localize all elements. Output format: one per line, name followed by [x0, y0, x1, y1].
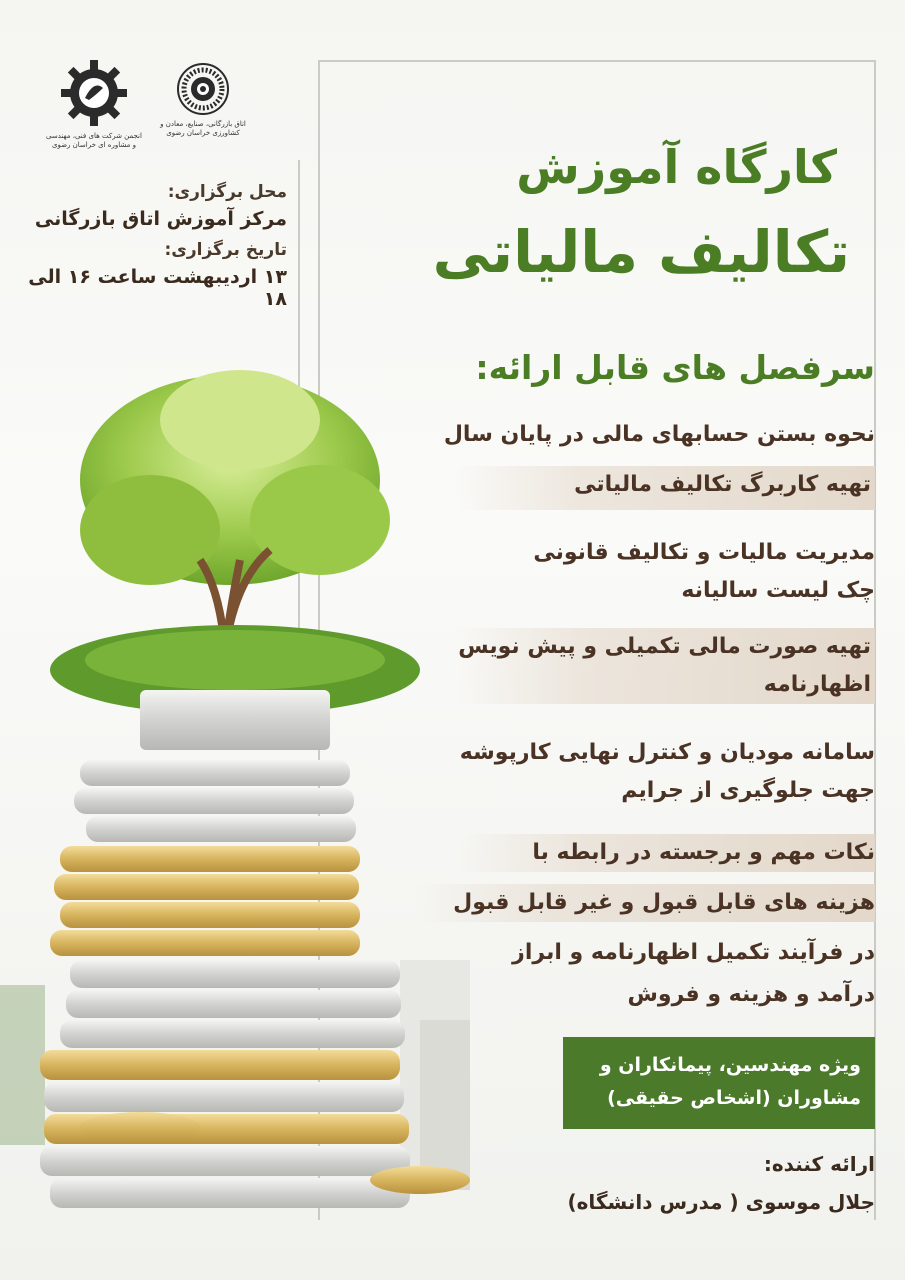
loose-coin: [370, 1166, 470, 1194]
venue-label: محل برگزاری:: [167, 182, 287, 202]
topic-line: مدیریت مالیات و تکالیف قانونی: [533, 540, 875, 565]
loose-coin: [80, 1112, 200, 1144]
title-line-1: کارگاه آموزش: [516, 140, 837, 194]
topic-line: درآمد و هزینه و فروش: [627, 982, 875, 1007]
venue-value: مرکز آموزش اتاق بازرگانی: [34, 208, 287, 230]
audience-banner: [563, 1037, 875, 1129]
topic-line: اظهارنامه: [763, 672, 871, 697]
topic-line: هزینه های قابل قبول و غیر قابل قبول: [415, 884, 875, 922]
topic-line: تهیه صورت مالی تکمیلی و پیش نویس: [458, 634, 871, 659]
logo-caption-right: اتاق بازرگانی، صنایع، معادن و کشاورزی خراسان رضوی: [160, 120, 246, 138]
tree-canopy: [80, 370, 390, 585]
engineering-association-logo: [44, 58, 144, 150]
title-line-2: تکالیف مالیاتی: [432, 218, 850, 286]
bill-stack: [420, 1020, 470, 1190]
bill-stack: [0, 985, 45, 1145]
topics-heading: سرفصل های قابل ارائه:: [475, 348, 875, 387]
chamber-seal-icon: [176, 62, 230, 116]
date-value: ۱۳ اردیبهشت ساعت ۱۶ الی ۱۸: [28, 266, 287, 310]
topic-item: [455, 628, 875, 704]
topic-line: چک لیست سالیانه: [681, 578, 875, 603]
silver-coin-stack: [60, 960, 405, 1048]
topic-line: در فرآیند تکمیل اظهارنامه و ابراز: [512, 940, 875, 965]
gear-logo-icon: [59, 58, 129, 128]
audience-line: ویژه مهندسین، پیمانکاران و: [599, 1054, 861, 1076]
presenter-label: ارائه کننده:: [763, 1152, 875, 1176]
topic-line: تهیه کاربرگ تکالیف مالیاتی: [574, 472, 871, 497]
gold-coin-stack: [50, 846, 360, 956]
top-coin: [140, 690, 330, 750]
chamber-of-commerce-logo: [148, 62, 258, 138]
audience-line: مشاوران (اشخاص حقیقی): [607, 1087, 861, 1109]
topic-line: نحوه بستن حسابهای مالی در پایان سال: [443, 422, 875, 447]
silver-coin-stack: [74, 760, 356, 842]
topic-line: نکات مهم و برجسته در رابطه با: [455, 834, 875, 872]
topic-item: [455, 466, 875, 510]
event-info: [17, 182, 287, 320]
tree-on-coins-illustration: [0, 360, 470, 1240]
date-label: تاریخ برگزاری:: [164, 240, 287, 260]
topic-line: جهت جلوگیری از جرایم: [621, 778, 875, 803]
logo-caption-left: انجمن شرکت های فنی، مهندسی و مشاوره ای خراسان رضوی: [46, 132, 142, 150]
topic-line: سامانه مودیان و کنترل نهایی کارپوشه: [459, 740, 875, 765]
presenter-block: [515, 1152, 875, 1214]
presenter-name: جلال موسوی ( مدرس دانشگاه): [567, 1190, 875, 1214]
